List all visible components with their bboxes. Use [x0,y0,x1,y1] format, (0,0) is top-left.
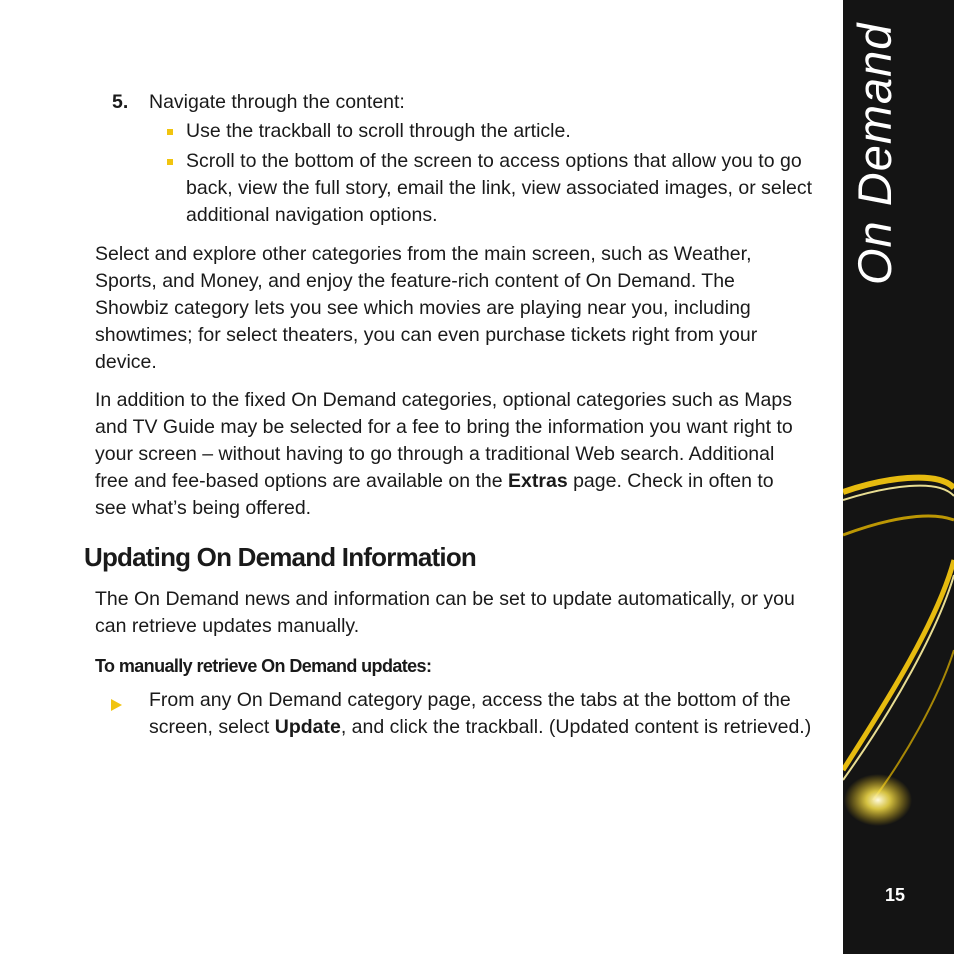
procedure-step [149,687,819,741]
intro-text: The On Demand news and information can be set to update automatically, or you can retrieve updates manually. [95,588,795,637]
section-intro [95,586,810,640]
arrow-bullet-icon [111,699,122,711]
extras-term: Extras [508,470,568,492]
procedure-text-end: , and click the trackball. (Updated content is retrieved.) [340,716,812,738]
update-term: Update [274,716,341,738]
paragraph-optional-categories [95,387,810,522]
bullet-item [186,148,816,229]
bullet-text: Use the trackball to scroll through the article. [186,120,571,142]
bullet-item [186,118,816,145]
square-bullet-icon [167,159,173,165]
paragraph-text-start: In addition to the fixed On Demand categories, optional categories such as Maps and TV Guide may be selected for a fee to bring the information you want right to your screen – without having to go through a traditional Web search. Additional free and fee-based options are available on the [95,389,793,492]
page-number: 15 [884,885,906,905]
step-text: Navigate through the content: [149,91,405,113]
step-number: 5. [112,91,129,113]
procedure-heading: To manually retrieve On Demand updates: [95,656,432,676]
paragraph-text: Select and explore other categories from the main screen, such as Weather, Sports, and Money, and enjoy the feature-rich content of On Demand. The Showbiz category lets you see which movies are playing near you, including showtimes; for select theaters, you can even purchase tickets right from your device. [95,243,758,373]
chapter-title: On Demand [848,22,901,285]
section-heading: Updating On Demand Information [84,542,476,572]
paragraph-text [95,387,810,522]
paragraph-text-end: page. Check in often to see what’s being offered. [95,470,774,519]
bullet-text: Scroll to the bottom of the screen to access options that allow you to go back, view the full story, email the link, view associated images, or select additional navigation options. [186,150,813,226]
paragraph-categories [95,241,810,376]
square-bullet-icon [167,129,173,135]
procedure-text-start: From any On Demand category page, access the tabs at the bottom of the screen, select [149,689,791,738]
